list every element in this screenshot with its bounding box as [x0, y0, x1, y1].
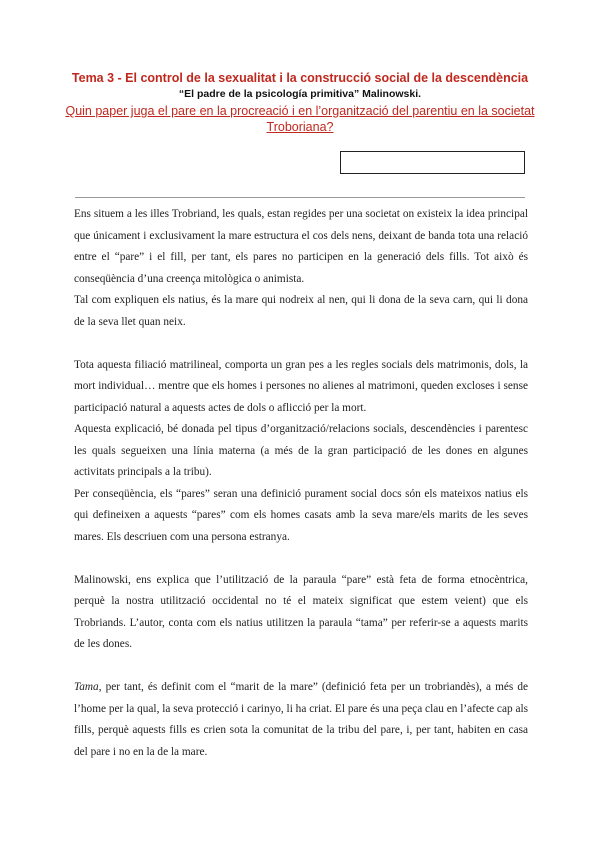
paragraph: Ens situem a les illes Trobriand, les quals, estan regides per una societat on existeix la idea principal que únicament i exclusivament la mare estructura el cos dels nens, deixant de banda tota una relació entre el “pare” i el fill, per tant, els pares no participen en la generació dels fills. Tot això és conseqüència d’una creença mitològica o animista. [74, 208, 528, 285]
paragraph-last [74, 677, 528, 763]
term-tama: Tama [74, 681, 99, 693]
paragraph: Aquesta explicació, bé donada pel tipus d’organització/relacions socials, descendències i parentesc les quals segueixen una línia materna (a més de la gran participació de les dones en algunes activitats principals a la tribu). [74, 423, 528, 478]
document-subtitle: “El padre de la psicología primitiva” Malinowski. [178, 88, 422, 100]
paragraph: Per conseqüència, els “pares” seran una definició purament social docs són els mateixos natius els qui defineixen a aquests “pares” com els homes casats amb la seva mare/els marits de les seves mares. Els descriuen com una persona estranya. [74, 487, 528, 543]
paragraph: Malinowski, ens explica que l’utilització de la paraula “pare” està feta de forma etnocèntrica, perquè la nostra utilització occidental no té el mateix significat que estem veient) que els Trobriands. L’autor, conta com els natius utilitzen la paraula “tama” per referir-se a aquests marits de les dones. [74, 573, 528, 650]
document-title: Tema 3 - El control de la sexualitat i la construcció social de la descendència [71, 71, 529, 85]
paragraph: Tal com expliquen els natius, és la mare qui nodreix al nen, qui li dona de la seva carn, qui li dona de la seva llet quan neix. [74, 294, 528, 328]
divider [75, 197, 525, 198]
body-text [74, 204, 528, 763]
paragraph: Tota aquesta filiació matrilineal, comporta un gran pes a les regles socials dels matrimonis, dols, la mort individual… mentre que els homes i persones no alienes al matrimoni, queden excloses i sense participació natural a aquests actes de dols o aflicció per la mort. [74, 358, 528, 414]
answer-box [340, 151, 525, 174]
guiding-question: Quin paper juga el pare en la procreació i en l’organització del parentiu en la societat Troboriana? [65, 104, 535, 134]
paragraph-text: , per tant, és definit com el “marit de la mare” (definició feta per un trobriandès), a més de l’home per la qual, la seva protecció i carinyo, li ha criat. El pare és una peça clau en l’afecte cap als fills, perquè aquests fills es crien sota la comunitat de la tribu del pare, i, per tant, habiten en casa del pare i no en la de la mare. [74, 681, 528, 758]
